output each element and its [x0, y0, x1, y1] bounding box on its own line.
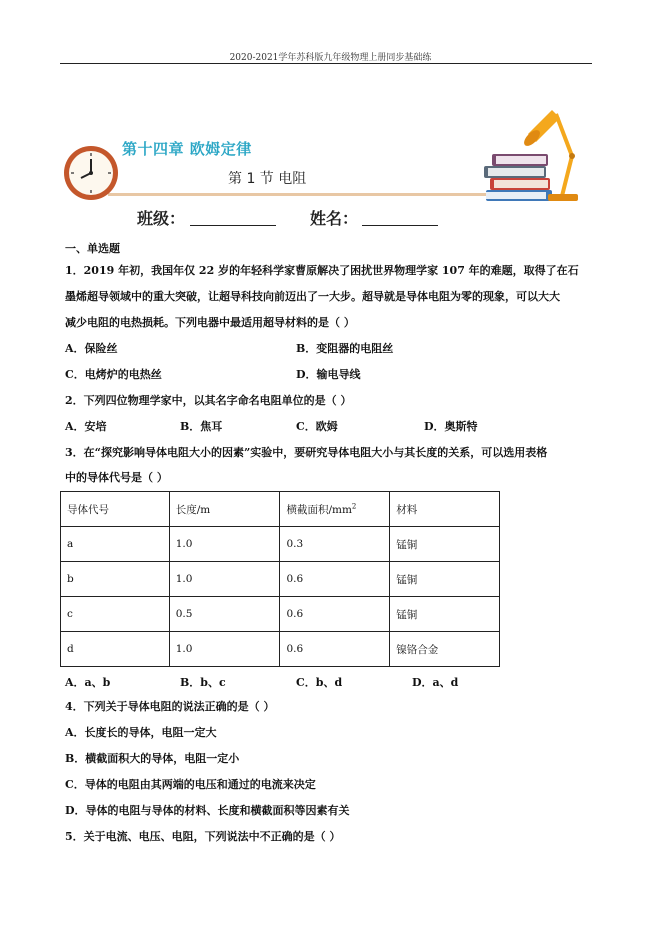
q1-line-2: 墨烯超导领域中的重大突破，让超导科技向前迈出了一大步。超导就是导体电阻为零的现象，可以大大	[65, 290, 560, 303]
q2-option-a[interactable]: A．安培	[65, 420, 107, 433]
class-blank[interactable]	[190, 225, 276, 226]
q1-option-a[interactable]: A．保险丝	[65, 342, 118, 355]
table-row	[61, 597, 500, 632]
table-row	[61, 562, 500, 597]
q3-option-d[interactable]: D．a、d	[412, 676, 459, 689]
q4-option-d[interactable]: D．导体的电阻与导体的材料、长度和横截面积等因素有关	[65, 804, 350, 817]
q4-option-a[interactable]: A．长度长的导体，电阻一定大	[65, 726, 217, 739]
running-header: 2020-2021学年苏科版九年级物理上册同步基础练	[229, 53, 432, 63]
table-header-cell: 长度/m	[169, 492, 280, 527]
table-header-cell: 横截面积$/mm^2$	[280, 492, 390, 527]
q2-stem: 2．下列四位物理学家中，以其名字命名电阻单位的是（ ）	[65, 394, 352, 407]
table-header-cell: 材料	[390, 492, 500, 527]
table-cell: 0.6	[280, 562, 390, 597]
header-rule	[60, 63, 592, 64]
table-cell: b	[61, 562, 170, 597]
q4-option-c[interactable]: C．导体的电阻由其两端的电压和通过的电流来决定	[65, 778, 316, 791]
section-title: 第 1 节 电阻	[228, 171, 307, 187]
table-row	[61, 632, 500, 667]
table-header-cell: 导体代号	[61, 492, 170, 527]
q2-option-d[interactable]: D．奥斯特	[424, 420, 478, 433]
chapter-title: 第十四章 欧姆定律	[122, 140, 252, 158]
table-cell: 0.6	[280, 632, 390, 667]
clock-icon	[62, 144, 120, 202]
q1-option-b[interactable]: B．变阻器的电阻丝	[296, 342, 394, 355]
q3-line-2: 中的导体代号是（ ）	[65, 471, 168, 484]
q3-line-1: 3．在“探究影响导体电阻大小的因素”实验中，要研究导体电阻大小与其长度的关系，可以选用表格	[65, 446, 548, 459]
table-cell: 锰铜	[390, 527, 500, 562]
table-row	[61, 527, 500, 562]
table-cell: c	[61, 597, 170, 632]
q3-option-b[interactable]: B．b、c	[180, 676, 226, 689]
q4-option-b[interactable]: B．横截面积大的导体，电阻一定小	[65, 752, 240, 765]
table-cell: 锰铜	[390, 562, 500, 597]
q5-stem: 5．关于电流、电压、电阻，下列说法中不正确的是（ ）	[65, 830, 341, 843]
table-cell: 1.0	[169, 562, 280, 597]
table-cell: 1.0	[169, 527, 280, 562]
conductor-table	[60, 491, 500, 667]
table-cell: 1.0	[169, 632, 280, 667]
class-label: 班级：	[137, 209, 186, 228]
table-cell: 0.6	[280, 597, 390, 632]
table-cell: 0.3	[280, 527, 390, 562]
q1-line-1: 1．2019 年初，我国年仅 22 岁的年轻科学家曹原解决了困扰世界物理学家 107 年的难题，取得了在石	[65, 264, 579, 277]
table-cell: 锰铜	[390, 597, 500, 632]
table-cell: a	[61, 527, 170, 562]
q1-option-c[interactable]: C．电烤炉的电热丝	[65, 368, 162, 381]
q2-option-c[interactable]: C．欧姆	[296, 420, 338, 433]
q4-stem: 4．下列关于导体电阻的说法正确的是（ ）	[65, 700, 275, 713]
section-heading: 一、单选题	[65, 242, 120, 255]
q3-option-a[interactable]: A．a、b	[65, 676, 111, 689]
q1-line-3: 减少电阻的电热损耗。下列电器中最适用超导材料的是（ ）	[65, 316, 355, 329]
table-header-row	[61, 492, 500, 527]
q2-option-b[interactable]: B．焦耳	[180, 420, 223, 433]
name-blank[interactable]	[362, 225, 438, 226]
name-label: 姓名：	[310, 209, 359, 228]
table-cell: 镍铬合金	[390, 632, 500, 667]
banner-divider	[108, 193, 496, 196]
desk-lamp-icon	[520, 104, 592, 204]
q1-option-d[interactable]: D．输电导线	[296, 368, 361, 381]
table-cell: d	[61, 632, 170, 667]
table-cell: 0.5	[169, 597, 280, 632]
q3-option-c[interactable]: C．b、d	[296, 676, 343, 689]
